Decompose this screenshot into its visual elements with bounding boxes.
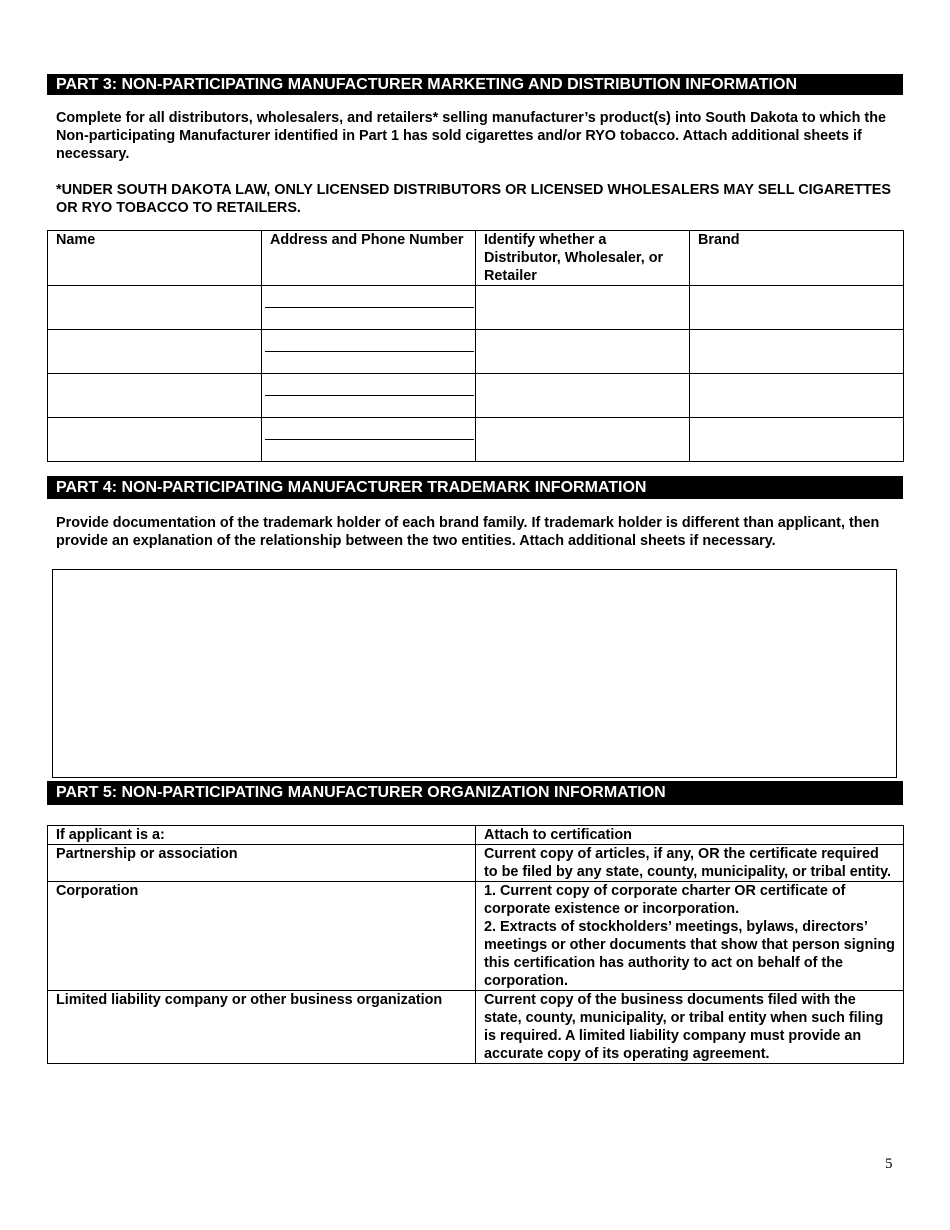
entity-type-field[interactable] <box>476 330 690 374</box>
header-brand: Brand <box>690 231 904 286</box>
brand-field[interactable] <box>690 286 904 330</box>
name-field[interactable] <box>48 418 262 462</box>
brand-field[interactable] <box>690 374 904 418</box>
name-field[interactable] <box>48 330 262 374</box>
part4-instructions: Provide documentation of the trademark holder of each brand family. If trademark holder is different than applicant, then provide an explanation of the relationship between the two entities. Attach additional sheets if necessary. <box>56 515 880 549</box>
part4-header: PART 4: NON-PARTICIPATING MANUFACTURER TRADEMARK INFORMATION <box>47 476 903 499</box>
part5-header: PART 5: NON-PARTICIPATING MANUFACTURER ORGANIZATION INFORMATION <box>47 781 903 805</box>
address-phone-field[interactable] <box>262 418 476 462</box>
brand-field[interactable] <box>690 330 904 374</box>
table-header-row <box>48 231 904 286</box>
entity-type-field[interactable] <box>476 418 690 462</box>
address-divider <box>265 307 474 308</box>
applicant-type-cell: Limited liability company or other business organization <box>48 991 476 1064</box>
attach-requirement-cell <box>476 882 904 991</box>
applicant-type-cell: Corporation <box>48 882 476 991</box>
organization-table <box>47 825 904 1064</box>
header-entity-type: Identify whether a Distributor, Wholesaler, or Retailer <box>476 231 690 286</box>
header-applicant-type: If applicant is a: <box>48 826 476 845</box>
table-row <box>48 845 904 882</box>
entity-type-field[interactable] <box>476 286 690 330</box>
name-field[interactable] <box>48 374 262 418</box>
address-phone-field[interactable] <box>262 374 476 418</box>
name-field[interactable] <box>48 286 262 330</box>
address-divider <box>265 395 474 396</box>
attach-requirement-cell: Current copy of articles, if any, OR the certificate required to be filed by any state, county, municipality, or tribal entity. <box>476 845 904 882</box>
table-row <box>48 374 904 418</box>
address-divider <box>265 351 474 352</box>
page-number: 5 <box>885 1156 893 1172</box>
applicant-type-cell: Partnership or association <box>48 845 476 882</box>
table-row <box>48 330 904 374</box>
attach-requirement-cell: Current copy of the business documents filed with the state, county, municipality, or tribal entity when such filing is required. A limited liability company must provide an accurate copy of its operating agreement. <box>476 991 904 1064</box>
address-phone-field[interactable] <box>262 330 476 374</box>
header-attach: Attach to certification <box>476 826 904 845</box>
address-divider <box>265 439 474 440</box>
table-row <box>48 991 904 1064</box>
attach-requirement-item: 1. Current copy of corporate charter OR certificate of corporate existence or incorporation. <box>484 883 846 917</box>
part3-law-note: *UNDER SOUTH DAKOTA LAW, ONLY LICENSED DISTRIBUTORS OR LICENSED WHOLESALERS MAY SELL CIGARETTES OR RYO TOBACCO TO RETAILERS. <box>56 182 891 216</box>
table-row <box>48 286 904 330</box>
part3-header: PART 3: NON-PARTICIPATING MANUFACTURER MARKETING AND DISTRIBUTION INFORMATION <box>47 74 903 95</box>
part3-instructions: Complete for all distributors, wholesalers, and retailers* selling manufacturer’s product(s) into South Dakota to which the Non-participating Manufacturer identified in Part 1 has sold cigarettes and/or RYO tobacco. Attach additional sheets if necessary. <box>56 110 886 162</box>
table-header-row <box>48 826 904 845</box>
header-name: Name <box>48 231 262 286</box>
attach-requirement-item: 2. Extracts of stockholders’ meetings, bylaws, directors’ meetings or other documents that show that person signing this certification has authority to act on behalf of the corporation. <box>484 919 895 989</box>
distribution-table <box>47 230 904 462</box>
header-address-phone: Address and Phone Number <box>262 231 476 286</box>
entity-type-field[interactable] <box>476 374 690 418</box>
address-phone-field[interactable] <box>262 286 476 330</box>
brand-field[interactable] <box>690 418 904 462</box>
trademark-explanation-box[interactable] <box>52 569 897 778</box>
table-row <box>48 418 904 462</box>
table-row <box>48 882 904 991</box>
